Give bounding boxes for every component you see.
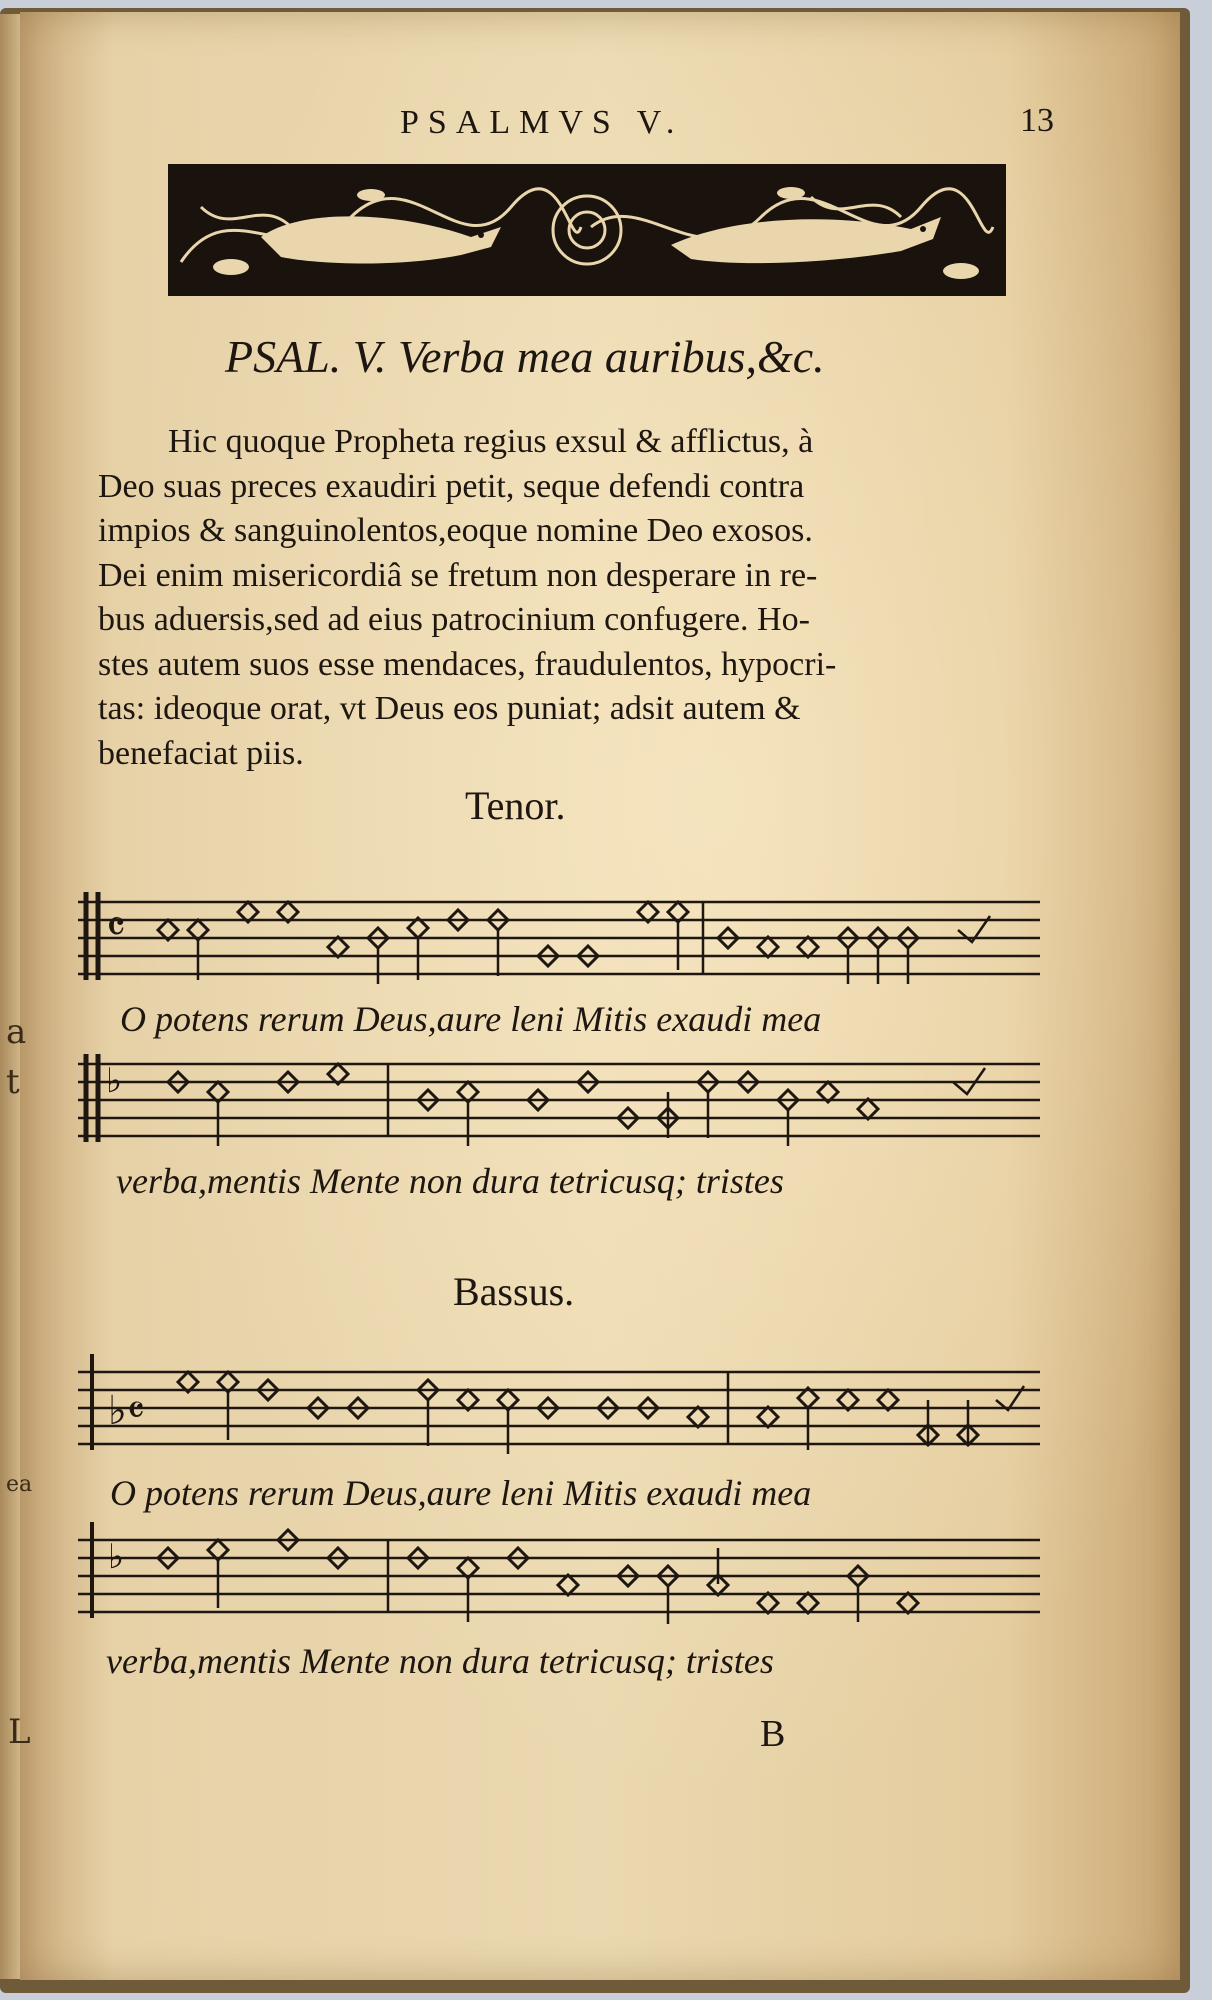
note-heads	[158, 1530, 918, 1613]
psalm-title: PSAL. V. Verba mea auribus,&c.	[225, 331, 825, 382]
argument-line: Hic quoque Propheta regius exsul & afflictus, à	[168, 423, 814, 460]
ornament-graphic	[171, 167, 1003, 293]
staff-notation	[78, 1042, 1040, 1152]
staff-notation	[78, 1518, 1040, 1628]
argument-line: Deo suas preces exaudiri petit, seque defendi contra	[98, 467, 805, 505]
lyric-line-bassus-1: O potens rerum Deus,aure leni Mitis exaudi mea	[110, 1473, 812, 1513]
argument-line: benefaciat piis.	[98, 734, 304, 772]
svg-text:♭𝄴: ♭𝄴	[108, 1388, 145, 1434]
book-page	[6, 12, 1180, 1980]
argument-line: bus aduersis,sed ad eius patrocinium confugere. Ho-	[98, 601, 810, 638]
svg-text:♭: ♭	[106, 1061, 123, 1101]
argument-line: impios & sanguinolentos,eoque nomine Deo exosos.	[98, 512, 813, 549]
signature-mark: B	[760, 1713, 786, 1755]
lyric-line-tenor-2: verba,mentis Mente non dura tetricusq; tristes	[116, 1161, 784, 1201]
edge-fragment: L	[8, 1712, 31, 1752]
svg-text:♭: ♭	[108, 1537, 125, 1577]
music-staff-tenor-1	[78, 880, 1040, 990]
argument-paragraph	[98, 420, 1053, 776]
argument-line: tas: ideoque orat, vt Deus eos puniat; adsit autem &	[98, 690, 801, 727]
edge-fragment: t	[6, 1062, 20, 1102]
running-head: PSALMVS V.	[400, 104, 684, 141]
edge-fragment: a	[6, 1012, 27, 1052]
music-staff-bassus-1	[78, 1350, 1040, 1460]
music-staff-bassus-2	[78, 1518, 1040, 1628]
woodcut-ornament-band	[168, 164, 1006, 296]
staff-notation	[78, 880, 1040, 990]
music-staff-tenor-2	[78, 1042, 1040, 1152]
edge-fragment: ea	[6, 1472, 33, 1497]
argument-line: Dei enim misericordiâ se fretum non desperare in re-	[98, 556, 818, 594]
staff-notation	[78, 1350, 1040, 1460]
voice-label-tenor: Tenor.	[465, 783, 566, 828]
lyric-line-tenor-1: O potens rerum Deus,aure leni Mitis exaudi mea	[120, 999, 822, 1039]
argument-line: stes autem suos esse mendaces, fraudulentos, hypocri-	[98, 645, 837, 683]
svg-text:𝄴: 𝄴	[106, 902, 126, 953]
lyric-line-bassus-2: verba,mentis Mente non dura tetricusq; tristes	[106, 1641, 774, 1681]
page-number: 13	[1020, 102, 1054, 139]
voice-label-bassus: Bassus.	[453, 1269, 575, 1314]
